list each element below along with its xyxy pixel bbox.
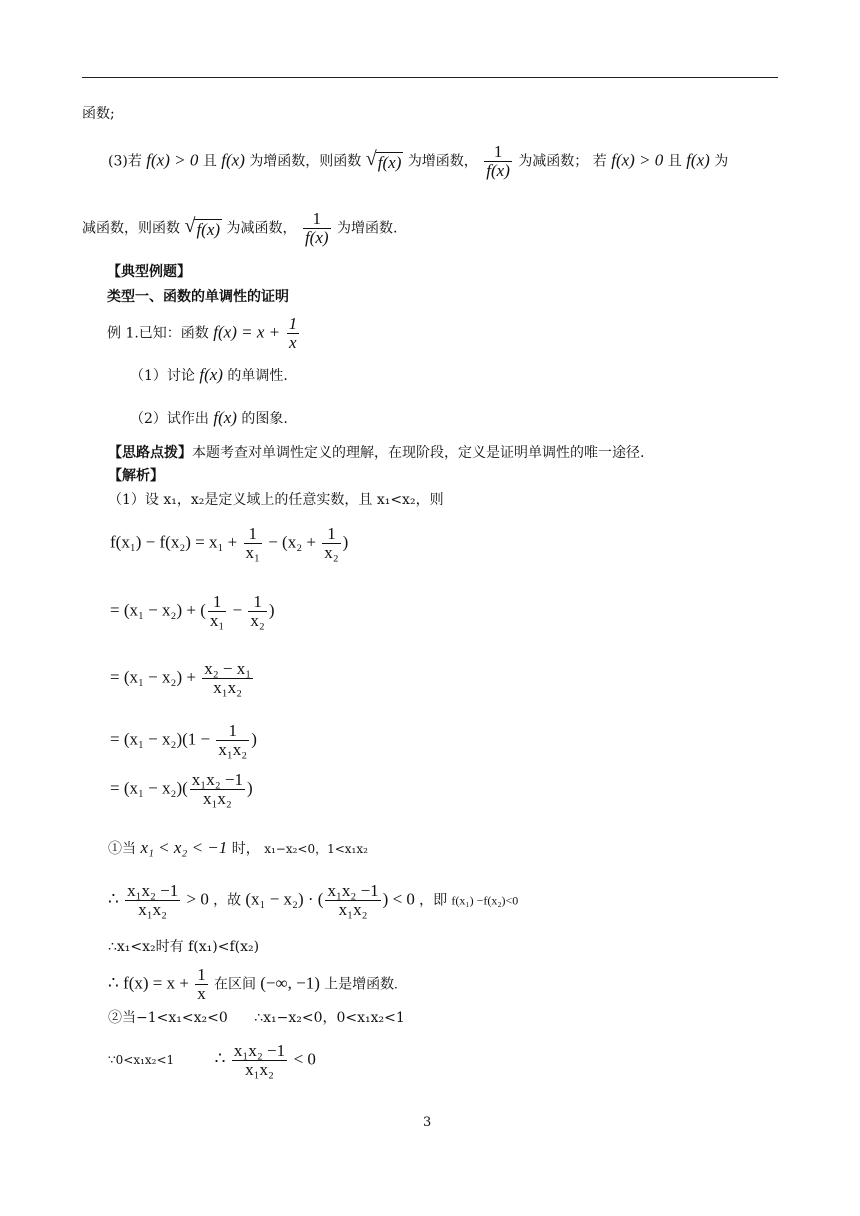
rule3-line2: 减函数，则函数 √ f(x) 为减函数， $\frac{1}{f(x)}$ 为增函数. [82, 209, 398, 247]
frac-1-over-x: $\frac{1}{x}$ [288, 314, 298, 352]
therefore-line-2: ∴x₁<x₂时有 f(x₁)<f(x₂) [108, 939, 260, 955]
because-line: ∵0<x₁x₂<1 ∴ $\frac{\text{x₁x₂ −1}}{\text{x₁x₂}}$ < 0 [108, 1041, 316, 1079]
rule3-line1: (3)若 f(x) > 0 且 f(x) 为增函数，则函数 √ f(x) 为增函数， $\frac{1}{f(x)}$ 为减函数； 若 f(x) > 0 且 f(x) 为 [108, 142, 729, 180]
therefore-line-3: ∴ f(x) = x + $\frac{1}{x}$ 在区间 (−∞, −1) 上是增函数. [108, 965, 398, 1003]
example1-part2: （2）试作出 f(x) 的图象. [130, 408, 288, 427]
example1-statement: 例 1.已知：函数 f(x) = x + $\frac{1}{x}$ [107, 314, 298, 352]
text-line-hanshu: 函数; [82, 106, 115, 122]
equation-3: = (x₁ − x₂) + $\frac{\text{x₂ − x₁}}{\text{x₁x₂}}$ [110, 659, 252, 697]
therefore-line-1: ∴ $\frac{\text{x₁x₂ −1}}{\text{x₁x₂}}$ > 0 ，故 (x₁ − x₂) · ( $\frac{\text{x₁x₂ −1}}{\text{x₁x₂}}$ ) < 0 ，即 f(x₁) −f(x₂)<0 [108, 881, 519, 919]
equation-1: f(x₁) − f(x₂) = x₁ + $\frac{1}{\text{x₁}}$ − (x₂ + $\frac{1}{\text{x₂}}$ ) [110, 524, 349, 562]
hint-line: 【思路点拨】本题考查对单调性定义的理解，在现阶段，定义是证明单调性的唯一途径. [108, 445, 645, 461]
analysis-label: 【解析】 [108, 468, 164, 484]
equation-4: = (x₁ − x₂)(1 − $\frac{1}{\text{x₁x₂}}$ ) [110, 721, 257, 759]
hint-label: 【思路点拨】 [108, 445, 192, 461]
page-number: 3 [423, 1115, 432, 1130]
equation-2: = (x₁ − x₂) + ( $\frac{1}{\text{x₁}}$ − $\frac{1}{\text{x₂}}$ ) [110, 592, 275, 630]
heading-examples: 【典型例题】 [107, 264, 191, 280]
sqrt-fx: √ f(x) [365, 147, 402, 172]
step1-text: （1）设 x₁，x₂是定义域上的任意实数，且 x₁<x₂，则 [108, 492, 444, 508]
case2-line: ②当−1<x₁<x₂<0 ∴x₁−x₂<0，0<x₁x₂<1 [108, 1010, 405, 1026]
example1-part1: （1）讨论 f(x) 的单调性. [130, 365, 288, 384]
header-rule [82, 77, 778, 78]
sqrt-fx-2: √ f(x) [184, 214, 221, 239]
heading-type1: 类型一、函数的单调性的证明 [107, 289, 289, 305]
case1-line: ①当 x₁ < x₂ < −1 时， x₁−x₂<0，1<x₁x₂ [108, 838, 368, 857]
equation-5: = (x₁ − x₂)( $\frac{\text{x₁x₂ −1}}{\text{x₁x₂}}$ ) [110, 770, 253, 808]
frac-1-over-fx: $\frac{1}{f(x)}$ [486, 142, 510, 180]
frac-1-over-fx-2: $\frac{1}{f(x)}$ [304, 209, 329, 247]
